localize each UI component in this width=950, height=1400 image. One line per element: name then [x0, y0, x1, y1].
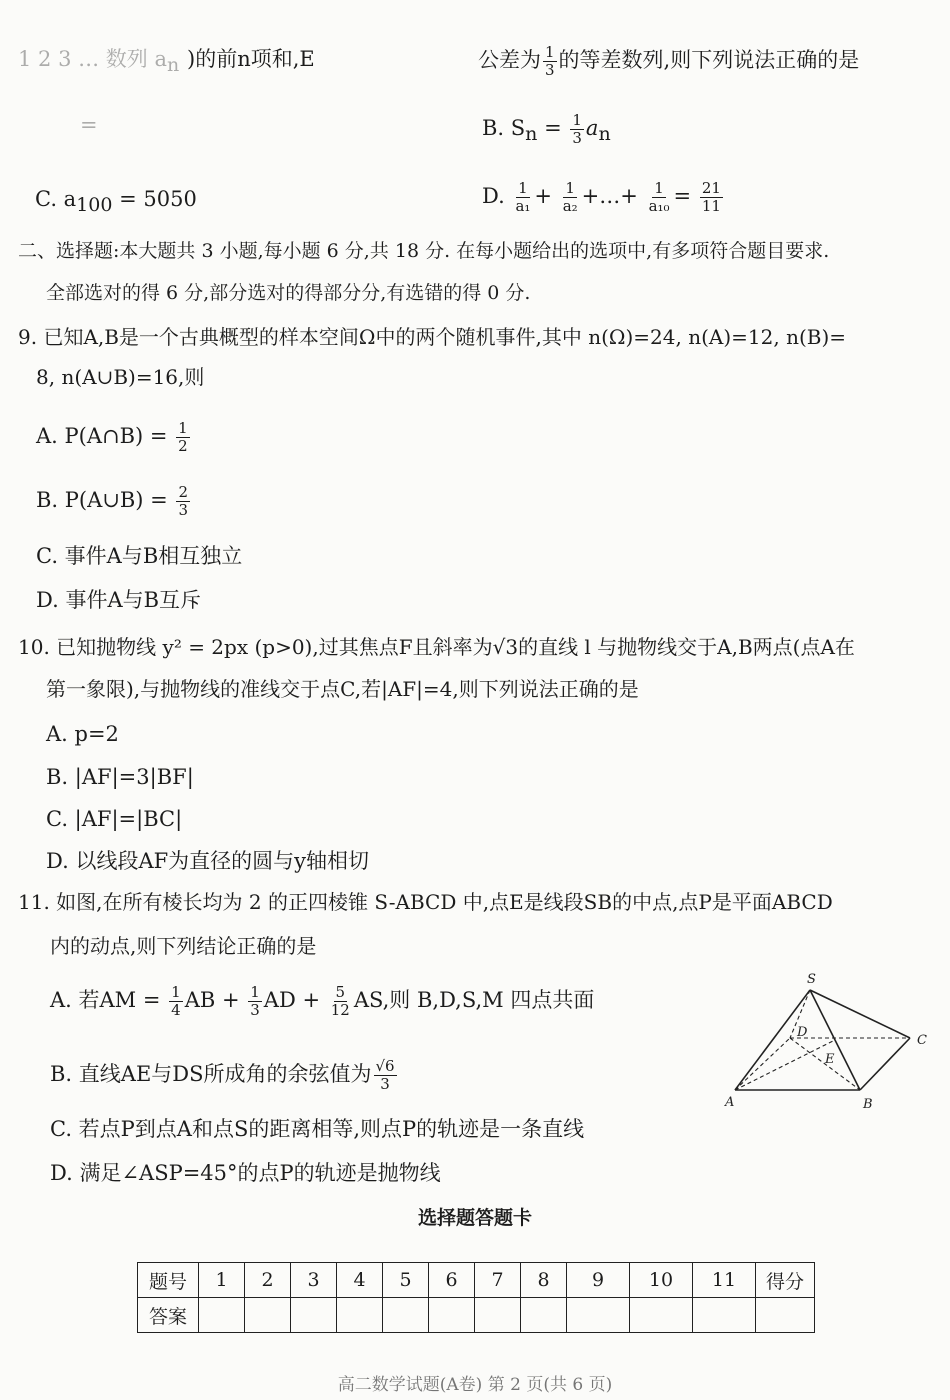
q9-stem-cont: 8, n(A∪B)=16,则	[36, 365, 205, 389]
q11-option-b: B. 直线AE与DS所成角的余弦值为 $\frac{√6}{3}$	[50, 1057, 395, 1093]
segment-ae	[735, 1040, 835, 1090]
q10-option-c: C. |AF|=|BC|	[46, 807, 183, 831]
question-number: 3	[291, 1263, 337, 1298]
answer-cell[interactable]	[567, 1298, 630, 1333]
question-number: 5	[383, 1263, 429, 1298]
edge-ad	[735, 1038, 790, 1090]
answer-cell[interactable]	[199, 1298, 245, 1333]
answer-card-answer-row	[138, 1298, 815, 1333]
label-e: E	[825, 1052, 835, 1067]
q8-option-c: C. $a_{100} = 5050$	[35, 187, 197, 217]
answer-cell[interactable]	[337, 1298, 383, 1333]
answer-cell[interactable]	[693, 1298, 756, 1333]
question-number: 6	[429, 1263, 475, 1298]
q9-option-a: A. P(A∩B) = $\frac{1}{2}$	[36, 419, 188, 455]
answer-cell[interactable]	[429, 1298, 475, 1333]
q9-option-d: D. 事件A与B互斥	[36, 588, 202, 612]
question-number: 7	[475, 1263, 521, 1298]
q8-stem-fragment: 1 2 3 … 数列 $a_n$	[18, 47, 180, 77]
label-b: B	[863, 1097, 873, 1112]
q11-option-d: D. 满足∠ASP=45°的点P的轨迹是抛物线	[50, 1161, 441, 1185]
score-label: 得分	[756, 1263, 815, 1298]
q11-stem: 11. 如图,在所有棱长均为 2 的正四棱锥 S-ABCD 中,点E是线段SB的中点,点P是平面ABCD	[18, 890, 833, 914]
label-a: A	[725, 1095, 735, 1110]
answer-card-table	[137, 1262, 815, 1333]
q8-option-d: D. $\frac{1}{\text{a₁}}$ + $\frac{1}{\text{a₂}}$ +…+ $\frac{1}{\text{a₁₀}}$ = $\frac{21}{11}$	[482, 179, 721, 215]
answer-cell[interactable]	[291, 1298, 337, 1333]
q9-option-c: C. 事件A与B相互独立	[36, 544, 243, 568]
section2-scoring: 全部选对的得 6 分,部分选对的得部分分,有选错的得 0 分.	[46, 282, 531, 304]
question-number: 11	[693, 1263, 756, 1298]
answer-cell[interactable]	[630, 1298, 693, 1333]
q11-option-c: C. 若点P到点A和点S的距离相等,则点P的轨迹是一条直线	[50, 1117, 585, 1141]
q10-stem-cont: 第一象限),与抛物线的准线交于点C,若|AF|=4,则下列说法正确的是	[46, 677, 639, 701]
q8-option-a-partial: =	[80, 113, 98, 137]
label-d: D	[797, 1025, 808, 1040]
question-number: 2	[245, 1263, 291, 1298]
score-cell[interactable]	[756, 1298, 815, 1333]
header-label: 题号	[138, 1263, 199, 1298]
q8-stem-tail: 公差为 $\frac{1}{3}$ 的等差数列,则下列说法正确的是	[478, 43, 860, 79]
section2-header: 二、选择题:本大题共 3 小题,每小题 6 分,共 18 分. 在每小题给出的选项中,有多项符合题目要求.	[18, 240, 830, 262]
question-number: 8	[521, 1263, 567, 1298]
question-number: 4	[337, 1263, 383, 1298]
answer-cell[interactable]	[383, 1298, 429, 1333]
answer-cell[interactable]	[521, 1298, 567, 1333]
pyramid-figure	[715, 968, 930, 1118]
question-number: 10	[630, 1263, 693, 1298]
question-number: 9	[567, 1263, 630, 1298]
page-footer: 高二数学试题(A卷) 第 2 页(共 6 页)	[337, 1375, 613, 1395]
q8-stem-fragment-right: )的前n项和,E	[187, 47, 315, 71]
q10-option-d: D. 以线段AF为直径的圆与y轴相切	[46, 849, 370, 873]
edge-bc	[860, 1038, 910, 1090]
q10-option-a: A. p=2	[46, 722, 119, 746]
answer-card-title: 选择题答题卡	[417, 1207, 532, 1229]
label-s: S	[807, 972, 816, 987]
question-number: 1	[199, 1263, 245, 1298]
answer-label: 答案	[138, 1298, 199, 1333]
edge-sa	[735, 990, 810, 1090]
q11-option-a: A. 若AM = $\frac{1}{4}$ AB + $\frac{1}{3}$ AD + $\frac{5}{12}$ AS,则 B,D,S,M 四点共面	[50, 983, 595, 1019]
q10-option-b: B. |AF|=3|BF|	[46, 765, 194, 789]
q10-stem: 10. 已知抛物线 y² = 2px (p>0),过其焦点F且斜率为√3的直线 l 与抛物线交于A,B两点(点A在	[18, 635, 855, 659]
q9-option-b: B. P(A∪B) = $\frac{2}{3}$	[36, 483, 188, 519]
answer-card-header-row	[138, 1263, 815, 1298]
q9-stem: 9. 已知A,B是一个古典概型的样本空间Ω中的两个随机事件,其中 n(Ω)=24, n(A)=12, n(B)=	[18, 325, 847, 349]
answer-cell[interactable]	[475, 1298, 521, 1333]
q8-option-b: B. $S_n$ = $\frac{1}{3}$ $a_n$	[482, 111, 611, 147]
answer-cell[interactable]	[245, 1298, 291, 1333]
label-c: C	[917, 1033, 927, 1048]
edge-sc	[810, 990, 910, 1038]
q11-stem-cont: 内的动点,则下列结论正确的是	[50, 934, 317, 958]
edge-sb	[810, 990, 860, 1090]
